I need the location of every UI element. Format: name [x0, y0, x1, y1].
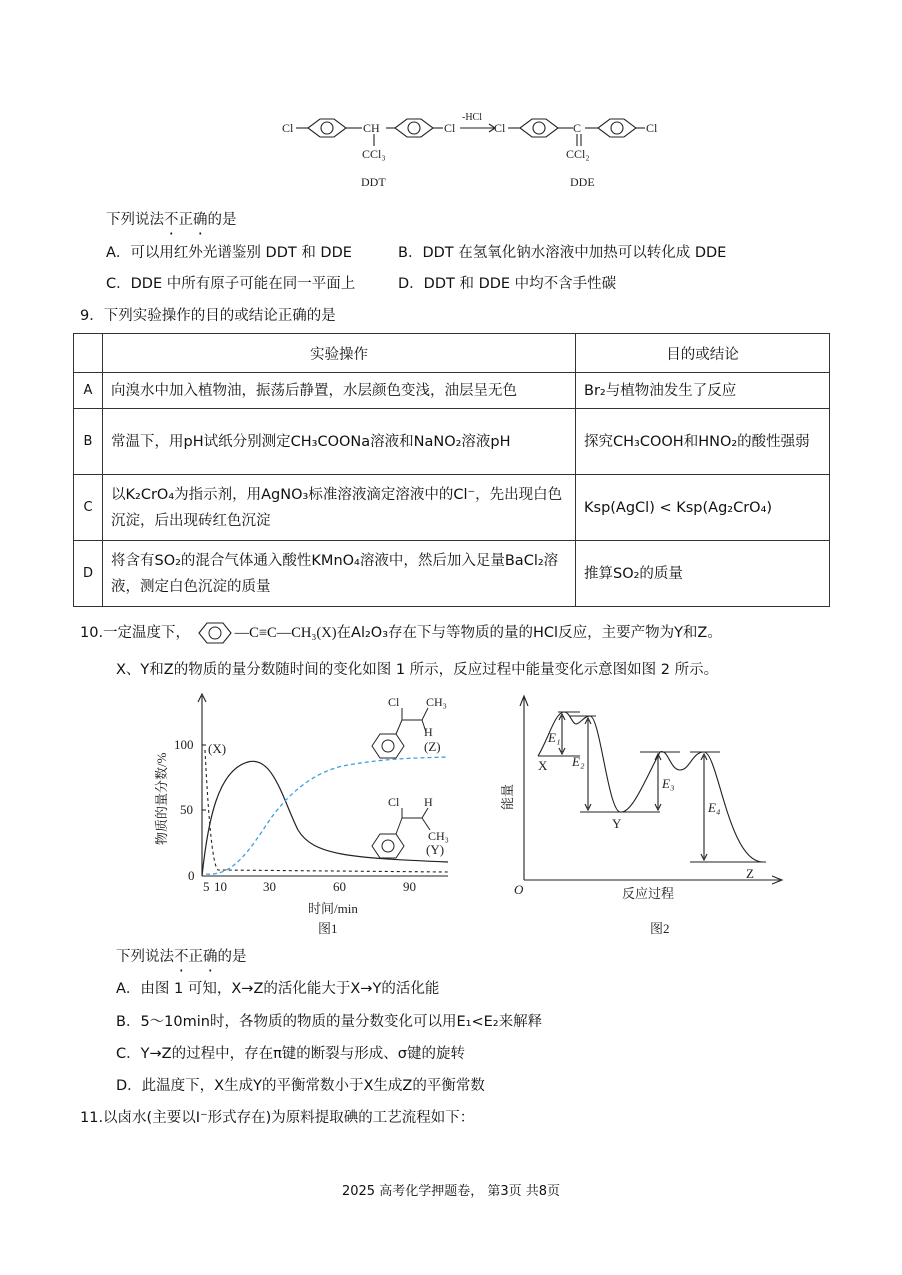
y-ch3: CH₃	[428, 829, 449, 843]
row-operation: 以K₂CrO₄为指示剂，用AgNO₃标准溶液滴定溶液中的Cl⁻，先出现白色沉淀，后出现砖红色沉淀	[103, 475, 576, 541]
ddt-dde-scheme	[280, 98, 670, 198]
q8-option-d: D．DDT 和 DDE 中均不含手性碳	[398, 276, 617, 292]
dde-ccl2: CCl₂	[566, 147, 590, 161]
level-x: X	[538, 758, 548, 773]
level-z: Z	[746, 866, 754, 881]
figure-2-energy-diagram	[500, 690, 790, 940]
q10-option-c: C．Y→Z的过程中，存在π键的断裂与形成、σ键的旋转	[116, 1046, 465, 1062]
fig2-origin: O	[514, 882, 524, 897]
dde-cl-left: Cl	[494, 121, 506, 135]
ddt-name: DDT	[361, 175, 386, 189]
q10-stem-line2: X、Y和Z的物质的量分数随时间的变化如图 1 所示，反应过程中能量变化示意图如图 2 所示。	[116, 662, 719, 678]
x-tick: 90	[403, 879, 416, 894]
y-tick: 50	[180, 802, 193, 817]
q8-option-c: C．DDE 中所有原子可能在同一平面上	[106, 276, 356, 292]
benzene-ring-icon	[195, 620, 235, 646]
fig2-xlabel: 反应过程	[622, 886, 675, 901]
y-tick: 100	[174, 737, 194, 752]
fig2-caption: 图2	[650, 921, 670, 936]
curve-x	[205, 750, 448, 872]
q10-option-b: B．5～10min时，各物质的物质的量分数变化可以用E₁<E₂来解释	[116, 1014, 543, 1030]
e3-label: E₃	[662, 776, 675, 791]
dde-cl-right: Cl	[646, 121, 658, 135]
z-h: H	[424, 725, 433, 739]
q8-option-a: A．可以用红外光谱鉴别 DDT 和 DDE	[106, 245, 352, 261]
x-tick: 10	[214, 879, 227, 894]
arrow-label: -HCl	[462, 112, 482, 123]
q8-option-b: B．DDT 在氢氧化钠水溶液中加热可以转化成 DDE	[398, 245, 727, 261]
table-row	[74, 541, 830, 607]
q9-table	[73, 333, 830, 607]
e2-label: E₂	[572, 754, 585, 769]
level-y: Y	[612, 816, 622, 831]
x-tick: 5	[203, 879, 210, 894]
row-index: C	[74, 475, 103, 541]
z-cl: Cl	[388, 695, 400, 709]
row-operation: 常温下，用pH试纸分别测定CH₃COONa溶液和NaNO₂溶液pH	[103, 409, 576, 475]
row-index: A	[74, 373, 103, 409]
x-tick: 30	[263, 879, 276, 894]
q11-stem: 11.以卤水(主要以I⁻形式存在)为原料提取碘的工艺流程如下：	[80, 1110, 475, 1126]
fig1-xlabel: 时间/min	[308, 901, 358, 916]
label-x: (X)	[208, 741, 227, 756]
y-cl: Cl	[388, 795, 400, 809]
q10-stem-line1: 10.一定温度下， —C≡C—CH₃(X)在Al₂O₃存在下与等物质的量的HCl反应，主要产物为Y和Z。	[80, 620, 722, 646]
row-operation: 将含有SO₂的混合气体通入酸性KMnO₄溶液中，然后加入足量BaCl₂溶液，测定白色沉淀的质量	[103, 541, 576, 607]
header-result: 目的或结论	[576, 334, 830, 373]
ddt-cl-right: Cl	[444, 121, 456, 135]
row-operation: 向溴水中加入植物油，振荡后静置，水层颜色变浅，油层呈无色	[103, 373, 576, 409]
q10-option-d: D．此温度下，X生成Y的平衡常数小于X生成Z的平衡常数	[116, 1078, 485, 1094]
q8-stem: 下列说法不正确的是	[106, 212, 237, 228]
row-result: Ksp(AgCl) < Ksp(Ag₂CrO₄)	[576, 475, 830, 541]
e4-label: E₄	[708, 800, 721, 815]
dde-c: C	[573, 121, 582, 135]
q10-option-a: A．由图 1 可知，X→Z的活化能大于X→Y的活化能	[116, 981, 440, 997]
label-z: (Z)	[424, 739, 441, 754]
header-operation: 实验操作	[103, 334, 576, 373]
e1-label: E₁	[548, 730, 561, 745]
table-row	[74, 373, 830, 409]
curve-y	[202, 761, 448, 876]
table-row	[74, 475, 830, 541]
q10-sub-stem: 下列说法不正确的是	[116, 949, 247, 965]
fig1-ylabel: 物质的量分数/%	[154, 752, 169, 845]
page-footer: 2025 高考化学押题卷， 第3页 共8页	[341, 1184, 561, 1199]
row-result: Br₂与植物油发生了反应	[576, 373, 830, 409]
y-h: H	[424, 795, 433, 809]
x-tick: 60	[333, 879, 346, 894]
q9-stem: 9．下列实验操作的目的或结论正确的是	[80, 308, 336, 324]
energy-path	[538, 712, 762, 862]
dde-name: DDE	[570, 175, 595, 189]
row-index: D	[74, 541, 103, 607]
z-ch3: CH₃	[426, 695, 447, 709]
row-index: B	[74, 409, 103, 475]
table-row	[74, 409, 830, 475]
curve-z	[206, 757, 448, 874]
fig2-ylabel: 能量	[500, 783, 515, 810]
table-header-row	[74, 334, 830, 373]
label-y: (Y)	[426, 842, 445, 857]
ddt-cl-left: Cl	[282, 121, 294, 135]
ddt-ccl3: CCl₃	[362, 147, 386, 161]
ddt-ch: CH	[363, 121, 380, 135]
fig1-caption: 图1	[318, 921, 338, 936]
row-result: 探究CH₃COOH和HNO₂的酸性强弱	[576, 409, 830, 475]
y-tick: 0	[188, 868, 195, 883]
figure-1-chart	[148, 690, 458, 940]
row-result: 推算SO₂的质量	[576, 541, 830, 607]
